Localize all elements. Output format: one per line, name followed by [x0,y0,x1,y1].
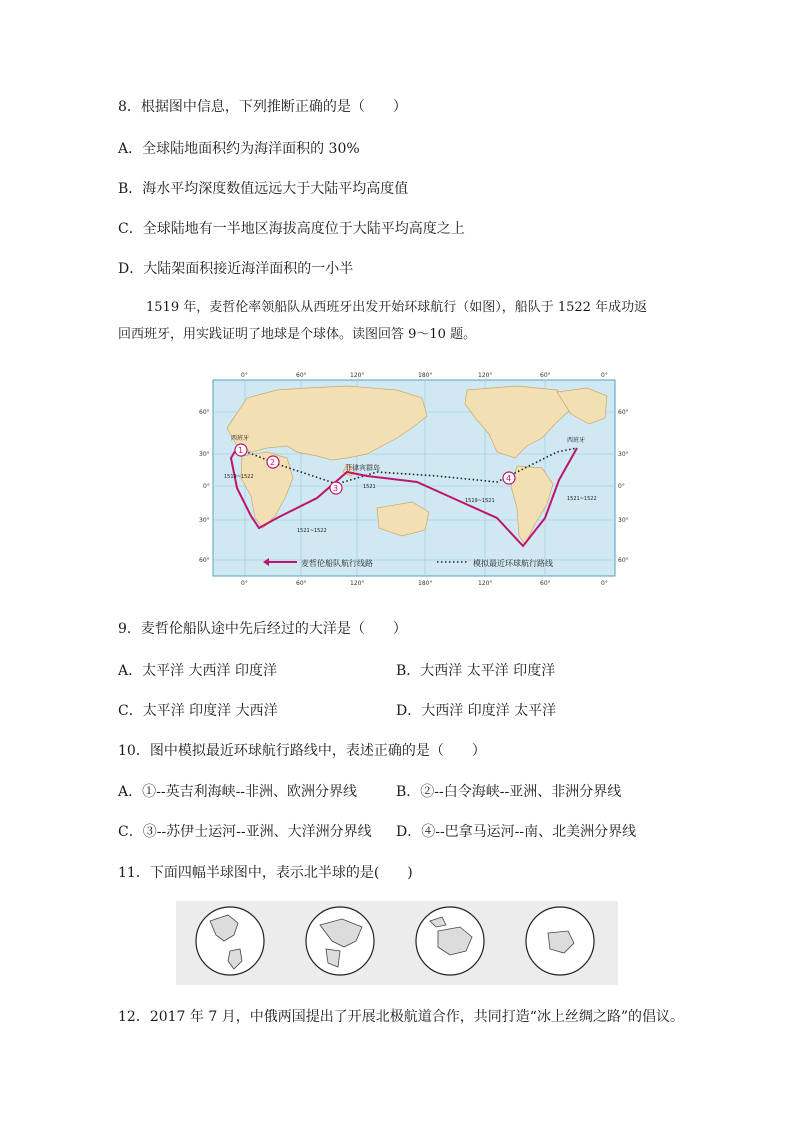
label-year-1521-1522-right: 1521~1522 [567,496,597,502]
q10-option-c: C．③--苏伊士运河--亚洲、大洋洲分界线 [118,824,372,840]
q9-stem: 9．麦哲伦船队途中先后经过的大洋是（ ） [118,621,407,637]
lon-top-2: 120° [350,372,365,379]
magellan-route-map [197,368,631,590]
q8-option-d: D．大陆架面积接近海洋面积的一小半 [118,261,354,277]
q8-option-c: C．全球陆地有一半地区海拔高度位于大陆平均高度之上 [118,221,465,237]
q8-option-b: B．海水平均深度数值远远大于大陆平均高度值 [118,181,409,197]
lon-top-6: 0° [601,372,608,379]
intro-paragraph [118,294,678,348]
q9-option-c: C．太平洋 印度洋 大西洋 [118,703,278,719]
lat-right-1: 30° [618,451,629,458]
q9-option-a: A．太平洋 大西洋 印度洋 [118,663,278,679]
lon-bottom-1: 60° [296,580,307,587]
lon-bottom-0: 0° [241,580,248,587]
lon-top-1: 60° [296,372,307,379]
lat-right-4: 60° [618,557,629,564]
hemisphere-figures [176,901,618,985]
q10-option-a: A．①--英吉利海峡--非洲、欧洲分界线 [118,784,358,800]
lat-right-0: 60° [618,409,629,416]
marker-3: 3 [333,484,339,493]
lon-bottom-2: 120° [350,580,365,587]
q11-stem: 11．下面四幅半球图中，表示北半球的是( ) [118,865,413,881]
marker-2: 2 [270,458,276,467]
lon-top-3: 180° [418,372,433,379]
lon-bottom-3: 180° [418,580,433,587]
intro-line-1: 1519 年，麦哲伦率领船队从西班牙出发开始环球航行（如图），船队于 1522 年成功返 [146,300,648,315]
lat-left-2: 0° [203,483,210,490]
label-spain-right: 西班牙 [567,437,586,444]
q8-stem: 8．根据图中信息，下列推断正确的是（ ） [118,99,407,115]
lat-left-4: 60° [199,557,210,564]
label-year-1521: 1521 [363,484,376,490]
legend-route-label: 麦哲伦船队航行线路 [301,559,373,568]
label-year-1519-1521: 1519~1521 [465,498,495,504]
marker-1: 1 [238,446,244,455]
lon-top-0: 0° [241,372,248,379]
q10-option-b: B．②--白令海峡--亚洲、非洲分界线 [396,784,622,800]
lat-left-0: 60° [199,409,210,416]
lat-left-1: 30° [199,451,210,458]
label-year-left: 1519~1522 [224,474,254,480]
q12-stem: 12．2017 年 7 月，中俄两国提出了开展北极航道合作，共同打造“冰上丝绸之路”的倡议。 [118,1009,685,1025]
lon-top-5: 60° [540,372,551,379]
lon-bottom-5: 60° [540,580,551,587]
lon-bottom-4: 120° [478,580,493,587]
label-spain-left: 西班牙 [231,435,250,442]
label-year-1521-1522: 1521~1522 [297,528,327,534]
intro-line-2: 回西班牙，用实践证明了地球是个球体。读图回答 9～10 题。 [118,327,477,342]
label-philippines: 菲律宾群岛 [345,464,380,472]
q8-option-a: A．全球陆地面积约为海洋面积的 30% [118,141,360,157]
lat-right-3: 30° [618,517,629,524]
lat-left-3: 30° [199,517,210,524]
q9-option-d: D．大西洋 印度洋 太平洋 [396,703,557,719]
q9-option-b: B．大西洋 太平洋 印度洋 [396,663,556,679]
lon-bottom-6: 0° [601,580,608,587]
marker-4: 4 [506,474,512,483]
lat-right-2: 0° [618,483,625,490]
lon-top-4: 120° [478,372,493,379]
q10-option-d: D．④--巴拿马运河--南、北美洲分界线 [396,824,637,840]
q10-stem: 10．图中模拟最近环球航行路线中，表述正确的是（ ） [118,743,486,759]
legend-modern-label: 模拟最近环球航行路线 [473,559,553,568]
